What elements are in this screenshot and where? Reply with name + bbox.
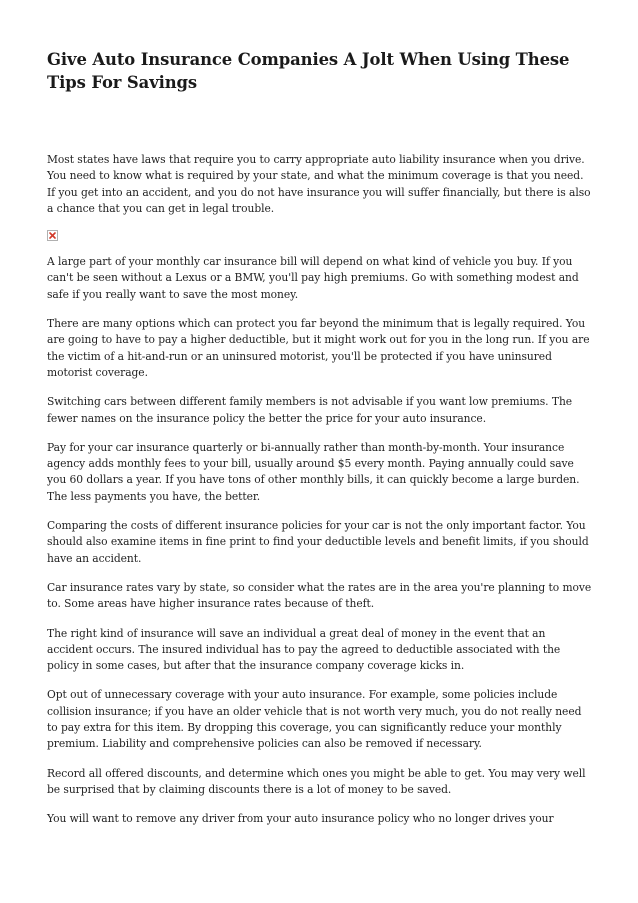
paragraph: Record all offered discounts, and determine which ones you might be able to get. You may very well be surprised that by claiming discounts there is a lot of money to be saved.	[47, 766, 586, 796]
paragraph: There are many options which can protect you far beyond the minimum that is legally required. You are going to have to pay a higher deductible, but it might work out for you in the long run. If you are the victim of a hit-and-run or an uninsured motorist, you'll be protected if you have uninsured motorist coverage.	[47, 317, 590, 379]
paragraph: A large part of your monthly car insurance bill will depend on what kind of vehicle you buy. If you can't be seen without a Lexus or a BMW, you'll pay high premiums. Go with something modest and safe if you really want to save the most money.	[47, 255, 579, 301]
document-page	[47, 48, 593, 826]
paragraph: Car insurance rates vary by state, so consider what the rates are in the area you're planning to move to. Some areas have higher insurance rates because of theft.	[47, 580, 592, 611]
paragraph: The right kind of insurance will save an individual a great deal of money in the event that an accident occurs. The insured individual has to pay the agreed to deductible associated with the policy in some cases, but after that the insurance company coverage kicks in.	[47, 626, 561, 673]
paragraph: Switching cars between different family members is not advisable if you want low premiums. The fewer names on the insurance policy the better the price for your auto insurance.	[47, 395, 573, 425]
paragraph: You will want to remove any driver from your auto insurance policy who no longer drives your	[47, 812, 554, 826]
broken-image-icon	[47, 230, 58, 241]
paragraph: Most states have laws that require you to carry appropriate auto liability insurance when you drive. You need to know what is required by your state, and what the minimum coverage is that you need. If you get into an accident, and you do not have insurance you will suffer financially, but there is also a chance that you can get in legal trouble.	[47, 153, 591, 215]
paragraph: Opt out of unnecessary coverage with your auto insurance. For example, some policies include collision insurance; if you have an older vehicle that is not worth very much, you do not really need to pay extra for this item. By dropping this coverage, you can significantly reduce your monthly premium. Liability and comprehensive policies can also be removed if necessary.	[47, 688, 582, 751]
document-title: Give Auto Insurance Companies A Jolt When Using These Tips For Savings	[47, 50, 570, 92]
document-body	[47, 152, 593, 841]
paragraph: Pay for your car insurance quarterly or bi-annually rather than month-by-month. Your insurance agency adds monthly fees to your bill, usually around $5 every month. Paying annually could save you 60 dollars a year. If you have tons of other monthly bills, it can quickly become a large burden. The less payments you have, the better.	[47, 440, 580, 503]
paragraph: Comparing the costs of different insurance policies for your car is not the only important factor. You should also examine items in fine print to find your deductible levels and benefit limits, if you should have an accident.	[47, 519, 589, 565]
